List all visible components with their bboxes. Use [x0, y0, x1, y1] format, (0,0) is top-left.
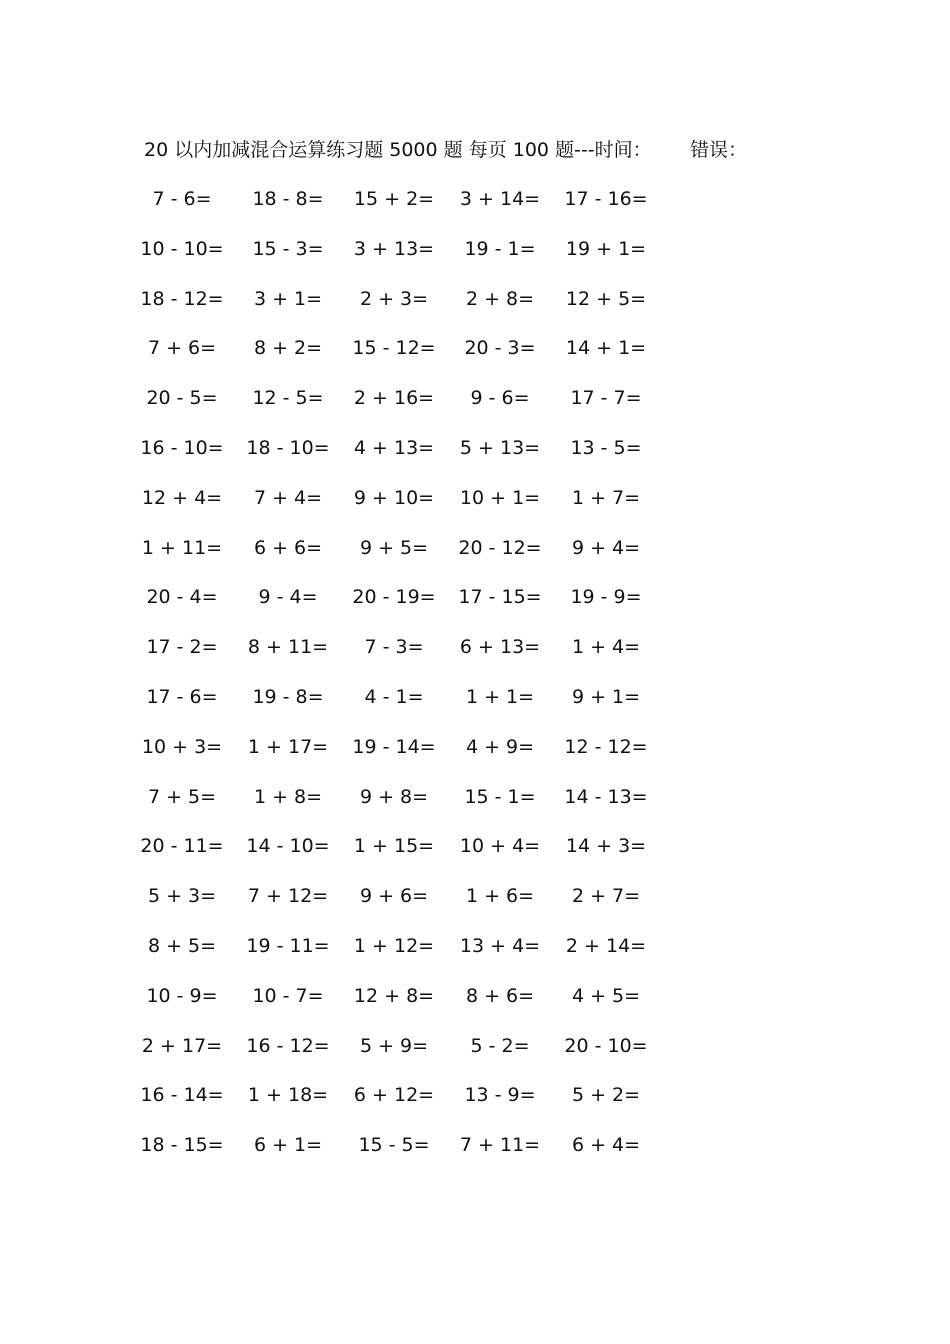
problem-item: 15 - 3= — [252, 237, 324, 260]
problem-item: 2 + 14= — [565, 934, 647, 957]
problem-item: 5 + 2= — [571, 1084, 641, 1107]
problem-item: 18 - 10= — [246, 436, 330, 459]
problem-row — [140, 335, 680, 385]
problem-row — [140, 1132, 680, 1182]
problem-item: 9 + 10= — [353, 486, 435, 509]
problem-item: 12 + 8= — [353, 984, 435, 1007]
problem-item: 19 - 8= — [252, 685, 324, 708]
problem-item: 9 + 6= — [359, 885, 429, 908]
problem-item: 1 + 17= — [247, 735, 329, 758]
problem-item: 2 + 16= — [353, 387, 435, 410]
problem-item: 9 - 6= — [470, 387, 530, 410]
problem-item: 10 + 1= — [459, 486, 541, 509]
problem-item: 2 + 7= — [571, 885, 641, 908]
problem-item: 8 + 2= — [253, 337, 323, 360]
problem-item: 20 - 3= — [464, 337, 536, 360]
problem-row — [140, 535, 680, 585]
problem-item: 5 + 13= — [459, 436, 541, 459]
problem-row — [140, 186, 680, 236]
problem-item: 6 + 4= — [571, 1134, 641, 1157]
problem-item: 14 - 10= — [246, 835, 330, 858]
problem-row — [140, 983, 680, 1033]
problem-item: 3 + 1= — [253, 287, 323, 310]
problem-item: 5 - 2= — [470, 1034, 530, 1057]
problem-row — [140, 584, 680, 634]
problem-item: 16 - 10= — [140, 436, 224, 459]
problem-item: 10 + 4= — [459, 835, 541, 858]
problem-item: 1 + 12= — [353, 934, 435, 957]
problem-grid — [140, 186, 680, 1182]
problem-item: 17 - 15= — [458, 586, 542, 609]
problem-item: 6 + 1= — [253, 1134, 323, 1157]
problem-item: 14 + 3= — [565, 835, 647, 858]
problem-item: 1 + 11= — [141, 536, 223, 559]
problem-item: 1 + 8= — [253, 785, 323, 808]
error-count-label: 错误： — [690, 139, 748, 161]
problem-item: 16 - 14= — [140, 1084, 224, 1107]
problem-item: 19 + 1= — [565, 237, 647, 260]
problem-item: 1 + 15= — [353, 835, 435, 858]
problem-item: 12 - 5= — [252, 387, 324, 410]
problem-item: 5 + 3= — [147, 885, 217, 908]
problem-row — [140, 236, 680, 286]
problem-item: 20 - 11= — [140, 835, 224, 858]
problem-item: 13 - 9= — [464, 1084, 536, 1107]
problem-row — [140, 883, 680, 933]
problem-item: 5 + 9= — [359, 1034, 429, 1057]
problem-item: 4 + 13= — [353, 436, 435, 459]
problem-item: 15 + 2= — [353, 188, 435, 210]
problem-item: 7 + 6= — [147, 337, 217, 360]
problem-item: 14 - 13= — [564, 785, 648, 808]
problem-item: 6 + 13= — [459, 636, 541, 659]
problem-item: 7 - 6= — [152, 188, 212, 210]
problem-row — [140, 286, 680, 336]
problem-item: 1 + 18= — [247, 1084, 329, 1107]
problem-item: 15 - 12= — [352, 337, 436, 360]
problem-item: 18 - 12= — [140, 287, 224, 310]
problem-item: 20 - 4= — [146, 586, 218, 609]
problem-item: 19 - 14= — [352, 735, 436, 758]
problem-item: 19 - 1= — [464, 237, 536, 260]
problem-item: 8 + 6= — [465, 984, 535, 1007]
problem-item: 4 + 9= — [465, 735, 535, 758]
problem-item: 7 + 11= — [459, 1134, 541, 1157]
problem-item: 7 + 5= — [147, 785, 217, 808]
problem-item: 9 + 1= — [571, 685, 641, 708]
problem-item: 18 - 15= — [140, 1134, 224, 1157]
problem-item: 9 + 5= — [359, 536, 429, 559]
worksheet-header — [144, 138, 748, 162]
problem-row — [140, 684, 680, 734]
problem-item: 7 + 4= — [253, 486, 323, 509]
problem-item: 4 - 1= — [364, 685, 424, 708]
problem-item: 20 - 5= — [146, 387, 218, 410]
problem-row — [140, 1033, 680, 1083]
problem-item: 17 - 6= — [146, 685, 218, 708]
problem-item: 17 - 2= — [146, 636, 218, 659]
problem-item: 20 - 10= — [564, 1034, 648, 1057]
problem-row — [140, 1082, 680, 1132]
problem-item: 16 - 12= — [246, 1034, 330, 1057]
problem-row — [140, 634, 680, 684]
problem-item: 13 + 4= — [459, 934, 541, 957]
problem-item: 3 + 14= — [459, 188, 541, 210]
problem-item: 17 - 7= — [570, 387, 642, 410]
problem-item: 1 + 7= — [571, 486, 641, 509]
problem-row — [140, 734, 680, 784]
problem-item: 6 + 6= — [253, 536, 323, 559]
problem-item: 18 - 8= — [252, 188, 324, 210]
problem-item: 4 + 5= — [571, 984, 641, 1007]
problem-item: 8 + 11= — [247, 636, 329, 659]
problem-item: 9 + 8= — [359, 785, 429, 808]
problem-item: 10 - 9= — [146, 984, 218, 1007]
problem-item: 20 - 19= — [352, 586, 436, 609]
problem-item: 2 + 17= — [141, 1034, 223, 1057]
problem-item: 13 - 5= — [570, 436, 642, 459]
problem-item: 3 + 13= — [353, 237, 435, 260]
problem-item: 1 + 6= — [465, 885, 535, 908]
problem-item: 2 + 3= — [359, 287, 429, 310]
problem-item: 10 - 10= — [140, 237, 224, 260]
problem-item: 9 - 4= — [258, 586, 318, 609]
problem-row — [140, 485, 680, 535]
problem-row — [140, 933, 680, 983]
problem-item: 12 + 4= — [141, 486, 223, 509]
problem-item: 8 + 5= — [147, 934, 217, 957]
problem-item: 14 + 1= — [565, 337, 647, 360]
problem-row — [140, 435, 680, 485]
problem-row — [140, 784, 680, 834]
problem-item: 20 - 12= — [458, 536, 542, 559]
worksheet-title: 20 以内加减混合运算练习题 5000 题 每页 100 题---时间： — [144, 139, 652, 161]
problem-item: 19 - 11= — [246, 934, 330, 957]
problem-item: 10 + 3= — [141, 735, 223, 758]
problem-item: 12 - 12= — [564, 735, 648, 758]
problem-item: 17 - 16= — [564, 188, 648, 210]
problem-item: 19 - 9= — [570, 586, 642, 609]
problem-item: 10 - 7= — [252, 984, 324, 1007]
problem-row — [140, 833, 680, 883]
problem-row — [140, 385, 680, 435]
problem-item: 9 + 4= — [571, 536, 641, 559]
problem-item: 1 + 4= — [571, 636, 641, 659]
problem-item: 15 - 5= — [358, 1134, 430, 1157]
problem-item: 2 + 8= — [465, 287, 535, 310]
problem-item: 6 + 12= — [353, 1084, 435, 1107]
problem-item: 12 + 5= — [565, 287, 647, 310]
problem-item: 1 + 1= — [465, 685, 535, 708]
problem-item: 7 + 12= — [247, 885, 329, 908]
problem-item: 7 - 3= — [364, 636, 424, 659]
problem-item: 15 - 1= — [464, 785, 536, 808]
